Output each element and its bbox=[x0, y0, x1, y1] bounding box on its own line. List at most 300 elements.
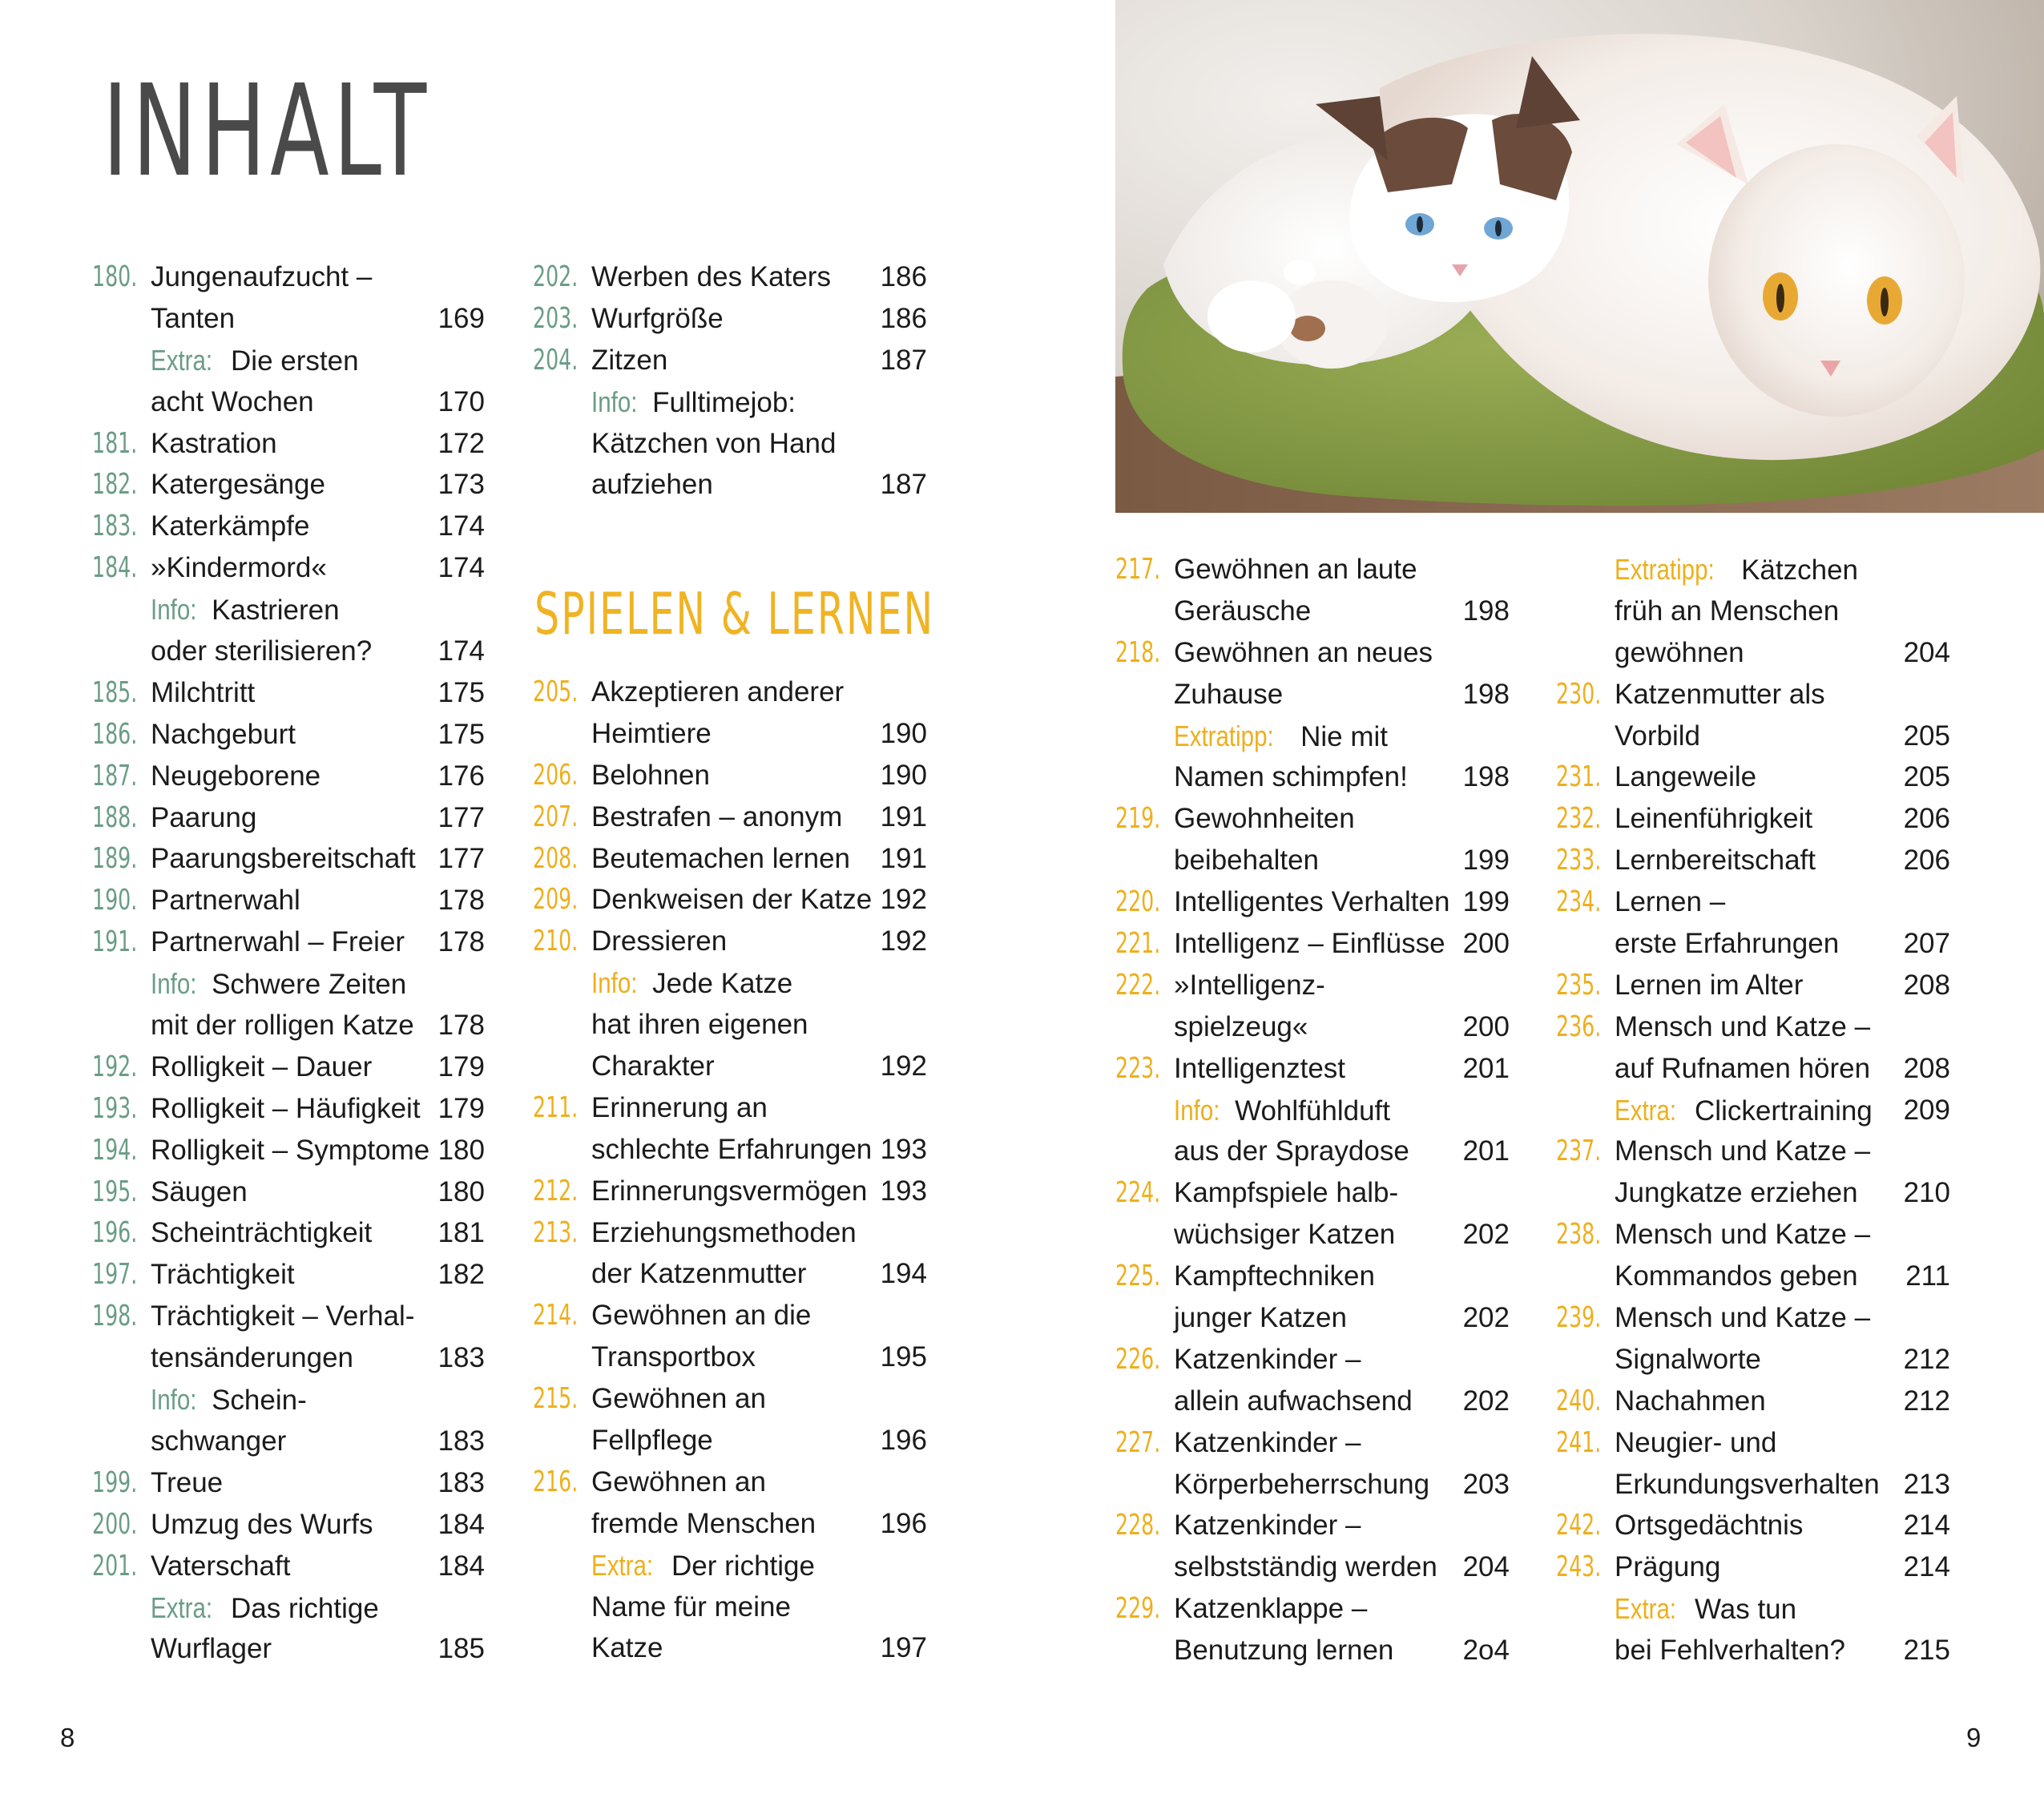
entry-text bbox=[151, 547, 327, 589]
entry-title: Kommandos geben bbox=[1615, 1260, 1858, 1292]
entry-number: 241. bbox=[1556, 1425, 1602, 1459]
entry-number: 204. bbox=[533, 343, 579, 377]
entry-number: 195. bbox=[92, 1175, 138, 1208]
entry-text bbox=[1174, 1339, 1361, 1381]
entry-number: 181. bbox=[92, 426, 138, 460]
entry-page-number: 192 bbox=[880, 1050, 927, 1082]
entry-title: Vorbild bbox=[1615, 720, 1701, 752]
entry-title: Gewöhnen an laute bbox=[1174, 554, 1417, 585]
page-number-right: 9 bbox=[1966, 1723, 1982, 1752]
entry-text bbox=[591, 1212, 857, 1254]
entry-page-number: 191 bbox=[880, 800, 927, 832]
entry-title: Jungkatze erziehen bbox=[1615, 1177, 1858, 1209]
entry-text bbox=[1174, 1630, 1393, 1671]
entry-title: mit der rolligen Katze bbox=[151, 1010, 414, 1042]
entry-page-number: 176 bbox=[437, 760, 485, 792]
entry-text bbox=[151, 1130, 429, 1171]
toc-entry bbox=[92, 464, 485, 506]
entry-title: Intelligenztest bbox=[1174, 1052, 1346, 1084]
entry-label: Extratipp: bbox=[1174, 719, 1274, 752]
entry-title: fremde Menschen bbox=[591, 1507, 816, 1539]
entry-text bbox=[591, 1545, 815, 1587]
entry-number: 224. bbox=[1115, 1176, 1161, 1210]
entry-text bbox=[1615, 1505, 1803, 1546]
entry-text bbox=[151, 423, 277, 465]
entry-page-number: 177 bbox=[437, 843, 485, 875]
toc-entry bbox=[1115, 923, 1510, 965]
entry-label: Extra: bbox=[591, 1548, 654, 1582]
entry-text bbox=[151, 797, 256, 839]
toc-column-1 bbox=[92, 256, 485, 1670]
toc-entry bbox=[92, 381, 485, 423]
entry-title: junger Katzen bbox=[1174, 1302, 1347, 1334]
entry-title: »Intelligenz- bbox=[1174, 969, 1325, 1001]
toc-entry bbox=[1115, 1505, 1510, 1546]
toc-entry bbox=[92, 1005, 485, 1046]
entry-title: Denkweisen der Katze bbox=[591, 884, 873, 916]
entry-page-number: 214 bbox=[1903, 1510, 1950, 1542]
entry-text bbox=[1615, 840, 1816, 881]
entry-number: 185. bbox=[92, 675, 138, 709]
toc-entry bbox=[1115, 716, 1510, 757]
entry-text bbox=[151, 256, 372, 298]
entry-number: 211. bbox=[533, 1090, 579, 1124]
toc-entry bbox=[1115, 1546, 1510, 1588]
entry-title: Erkundungsverhalten bbox=[1615, 1468, 1880, 1500]
entry-page-number: 172 bbox=[437, 427, 485, 459]
entry-number: 187. bbox=[92, 759, 138, 792]
entry-title: Neugier- und bbox=[1615, 1426, 1777, 1458]
entry-title: Paarung bbox=[151, 801, 257, 833]
entry-title: Charakter bbox=[591, 1050, 715, 1082]
toc-entry bbox=[1115, 798, 1510, 840]
entry-text bbox=[591, 298, 724, 340]
entry-label: Info: bbox=[591, 966, 638, 1000]
toc-entry bbox=[1115, 1630, 1510, 1671]
entry-text bbox=[151, 714, 296, 756]
entry-title: Gewöhnen an die bbox=[591, 1300, 812, 1332]
toc-entry bbox=[1556, 965, 1950, 1006]
entry-number: 234. bbox=[1556, 885, 1602, 919]
entry-page-number: 184 bbox=[437, 1550, 485, 1582]
entry-number: 183. bbox=[92, 510, 138, 543]
entry-page-number: 174 bbox=[437, 552, 485, 584]
entry-text bbox=[1174, 965, 1325, 1006]
toc-entry bbox=[533, 838, 927, 880]
entry-text bbox=[1174, 881, 1449, 923]
entry-title: Katzenkinder – bbox=[1174, 1426, 1361, 1458]
toc-entry bbox=[1115, 549, 1510, 591]
entry-text bbox=[1174, 923, 1445, 965]
entry-title: Wurfgröße bbox=[591, 302, 724, 334]
entry-page-number: 204 bbox=[1903, 636, 1950, 668]
toc-entry bbox=[1556, 1630, 1950, 1671]
entry-page-number: 182 bbox=[437, 1259, 485, 1291]
entry-text bbox=[151, 1379, 307, 1421]
entry-title: Das richtige bbox=[231, 1592, 379, 1624]
entry-title: Kastrieren bbox=[212, 595, 340, 627]
entry-text bbox=[1174, 549, 1417, 591]
entry-number: 194. bbox=[92, 1133, 138, 1167]
entry-text bbox=[1615, 1422, 1776, 1464]
toc-entry bbox=[92, 547, 485, 589]
toc-entry bbox=[92, 1337, 485, 1379]
entry-text bbox=[591, 1586, 791, 1628]
entry-text bbox=[591, 1461, 766, 1503]
entry-number: 219. bbox=[1115, 802, 1161, 836]
entry-number: 220. bbox=[1115, 885, 1161, 919]
entry-page-number: 183 bbox=[437, 1466, 485, 1498]
toc-entry bbox=[533, 256, 927, 298]
entry-label: Info: bbox=[151, 593, 197, 627]
entry-number: 227. bbox=[1115, 1425, 1161, 1459]
entry-title: Katze bbox=[591, 1632, 663, 1664]
entry-number: 190. bbox=[92, 884, 138, 917]
entry-title: Beutemachen lernen bbox=[591, 842, 850, 874]
toc-entry bbox=[1115, 632, 1510, 674]
entry-title: Gewöhnen an bbox=[591, 1383, 766, 1415]
entry-text bbox=[151, 298, 235, 340]
toc-entry bbox=[1556, 591, 1950, 632]
entry-text bbox=[1615, 1048, 1870, 1090]
toc-entry bbox=[1115, 965, 1510, 1006]
entry-label: Extra: bbox=[151, 1590, 213, 1624]
entry-title: Schein- bbox=[212, 1385, 307, 1417]
toc-entry bbox=[92, 714, 485, 756]
entry-text bbox=[151, 506, 309, 547]
toc-entry bbox=[1556, 1381, 1950, 1422]
toc-column-2-bottom bbox=[533, 671, 927, 1669]
toc-entry bbox=[1556, 674, 1950, 716]
entry-title: Kätzchen von Hand bbox=[591, 427, 837, 459]
entry-page-number: 200 bbox=[1462, 928, 1510, 960]
entry-title: Körperbeherrschung bbox=[1174, 1468, 1430, 1500]
entry-page-number: 173 bbox=[437, 469, 485, 501]
toc-entry bbox=[533, 1295, 927, 1336]
toc-entry bbox=[92, 1628, 485, 1670]
toc-entry bbox=[92, 838, 485, 880]
toc-entry bbox=[533, 340, 927, 381]
entry-text bbox=[1615, 1131, 1870, 1172]
entry-text bbox=[151, 921, 405, 963]
entry-text bbox=[1174, 1546, 1437, 1588]
entry-text bbox=[1615, 632, 1744, 674]
entry-number: 218. bbox=[1115, 635, 1161, 669]
toc-entry bbox=[1556, 881, 1950, 923]
entry-page-number: 178 bbox=[437, 926, 485, 958]
entry-number: 212. bbox=[533, 1174, 579, 1207]
entry-page-number: 215 bbox=[1903, 1635, 1950, 1667]
entry-title: Prägung bbox=[1615, 1551, 1721, 1583]
toc-entry bbox=[1115, 674, 1510, 716]
entry-title: Nachgeburt bbox=[151, 718, 296, 750]
entry-text bbox=[591, 1503, 816, 1545]
toc-entry bbox=[533, 755, 927, 796]
entry-label: Extra: bbox=[151, 343, 213, 377]
entry-title: Intelligentes Verhalten bbox=[1174, 886, 1450, 918]
entry-title: Fulltimejob: bbox=[652, 386, 796, 418]
entry-text bbox=[151, 1254, 295, 1296]
toc-entry bbox=[1556, 1422, 1950, 1464]
toc-entry bbox=[1556, 1214, 1950, 1256]
entry-number: 200. bbox=[92, 1507, 138, 1541]
entry-title: Langeweile bbox=[1615, 761, 1757, 793]
entry-page-number: 185 bbox=[437, 1633, 485, 1665]
entry-page-number: 174 bbox=[437, 510, 485, 542]
toc-entry bbox=[1556, 840, 1950, 881]
entry-text bbox=[1615, 1546, 1720, 1588]
toc-entry bbox=[92, 423, 485, 465]
entry-page-number: 183 bbox=[437, 1425, 485, 1457]
entry-title: Trächtigkeit – Verhal- bbox=[151, 1300, 415, 1332]
entry-title: Mensch und Katze – bbox=[1615, 1135, 1871, 1167]
toc-entry bbox=[533, 1627, 927, 1669]
entry-title: Umzug des Wurfs bbox=[151, 1508, 373, 1540]
entry-page-number: 174 bbox=[437, 635, 485, 667]
entry-title: früh an Menschen bbox=[1615, 595, 1840, 627]
entry-title: Vaterschaft bbox=[151, 1550, 291, 1582]
toc-entry bbox=[92, 963, 485, 1005]
entry-title: Mensch und Katze – bbox=[1615, 1010, 1871, 1042]
entry-number: 184. bbox=[92, 551, 138, 585]
toc-column-2-top bbox=[533, 256, 927, 506]
toc-entry bbox=[1115, 1048, 1510, 1090]
toc-entry bbox=[1556, 1297, 1950, 1339]
entry-text bbox=[591, 423, 836, 465]
entry-number: 205. bbox=[533, 675, 579, 708]
entry-title: schwanger bbox=[151, 1425, 287, 1457]
toc-entry bbox=[92, 1546, 485, 1587]
entry-page-number: 199 bbox=[1462, 886, 1510, 918]
entry-number: 242. bbox=[1556, 1509, 1602, 1542]
entry-title: allein aufwachsend bbox=[1174, 1385, 1413, 1417]
toc-entry bbox=[533, 1046, 927, 1087]
entry-page-number: 179 bbox=[437, 1050, 485, 1082]
entry-page-number: 206 bbox=[1903, 845, 1950, 877]
entry-text bbox=[1174, 1505, 1361, 1546]
entry-title: tensänderungen bbox=[151, 1342, 353, 1374]
toc-entry bbox=[533, 921, 927, 962]
entry-page-number: 2o4 bbox=[1462, 1635, 1510, 1667]
toc-entry bbox=[533, 962, 927, 1004]
entry-title: Nachahmen bbox=[1615, 1385, 1766, 1417]
entry-title: Mensch und Katze – bbox=[1615, 1219, 1871, 1251]
entry-number: 193. bbox=[92, 1091, 138, 1125]
entry-number: 210. bbox=[533, 925, 579, 958]
entry-text bbox=[591, 1046, 715, 1087]
entry-number: 215. bbox=[533, 1382, 579, 1416]
toc-entry bbox=[92, 1171, 485, 1213]
entry-text bbox=[151, 631, 372, 672]
entry-title: Rolligkeit – Häufigkeit bbox=[151, 1092, 421, 1124]
toc-entry bbox=[1115, 1006, 1510, 1048]
entry-title: »Kindermord« bbox=[151, 552, 327, 584]
toc-entry bbox=[533, 1461, 927, 1503]
entry-title: Lernen im Alter bbox=[1615, 969, 1804, 1001]
entry-title: bei Fehlverhalten? bbox=[1615, 1635, 1845, 1667]
entry-text bbox=[1615, 1588, 1796, 1631]
entry-page-number: 192 bbox=[880, 925, 927, 957]
entry-title: Kampfspiele halb- bbox=[1174, 1177, 1399, 1209]
entry-title: Dressieren bbox=[591, 925, 728, 957]
entry-title: Rolligkeit – Dauer bbox=[151, 1050, 373, 1082]
entry-title: Leinenführigkeit bbox=[1615, 803, 1813, 835]
entry-title: Kastration bbox=[151, 427, 277, 459]
entry-number: 237. bbox=[1556, 1135, 1602, 1168]
entry-title: schlechte Erfahrungen bbox=[591, 1133, 873, 1165]
entry-title: Die ersten bbox=[231, 345, 359, 377]
toc-entry bbox=[533, 1420, 927, 1461]
entry-number: 186. bbox=[92, 717, 138, 751]
entry-title: Wurflager bbox=[151, 1633, 272, 1665]
entry-page-number: 195 bbox=[880, 1341, 927, 1373]
toc-entry bbox=[1115, 840, 1510, 881]
entry-page-number: 207 bbox=[1903, 928, 1950, 960]
page-number-left: 8 bbox=[60, 1723, 75, 1752]
entry-text bbox=[1615, 1172, 1858, 1214]
entry-number: 202. bbox=[533, 260, 579, 293]
toc-entry bbox=[533, 1503, 927, 1545]
entry-page-number: 196 bbox=[880, 1425, 927, 1457]
entry-page-number: 201 bbox=[1462, 1052, 1510, 1084]
entry-title: Wohlfühlduft bbox=[1235, 1095, 1390, 1127]
entry-text bbox=[1174, 1381, 1413, 1422]
toc-entry bbox=[533, 1087, 927, 1129]
entry-text bbox=[1615, 923, 1839, 965]
toc-entry bbox=[533, 1545, 927, 1586]
toc-entry bbox=[533, 879, 927, 921]
toc-entry bbox=[1556, 1131, 1950, 1172]
entry-number: 230. bbox=[1556, 677, 1602, 711]
entry-number: 223. bbox=[1115, 1051, 1161, 1085]
entry-text bbox=[591, 1253, 806, 1295]
entry-label: Info: bbox=[151, 967, 197, 1001]
entry-number: 236. bbox=[1556, 1010, 1602, 1043]
page-title: INHALT bbox=[103, 58, 431, 205]
entry-title: Säugen bbox=[151, 1175, 248, 1207]
entry-number: 189. bbox=[92, 842, 138, 876]
entry-text bbox=[1615, 1214, 1870, 1256]
entry-page-number: 193 bbox=[880, 1175, 927, 1207]
entry-title: Katerkämpfe bbox=[151, 510, 310, 542]
entry-page-number: 209 bbox=[1903, 1094, 1950, 1126]
entry-number: 229. bbox=[1115, 1592, 1161, 1626]
entry-title: Katzenklappe – bbox=[1174, 1593, 1368, 1625]
entry-title: Scheinträchtigkeit bbox=[151, 1217, 373, 1249]
entry-number: 182. bbox=[92, 468, 138, 502]
entry-text bbox=[1174, 1422, 1361, 1464]
entry-text bbox=[151, 838, 416, 880]
entry-title: Der richtige bbox=[671, 1550, 815, 1582]
entry-page-number: 208 bbox=[1903, 969, 1950, 1001]
entry-title: Mensch und Katze – bbox=[1615, 1302, 1871, 1334]
entry-title: Zuhause bbox=[1174, 678, 1284, 710]
toc-entry bbox=[92, 672, 485, 714]
toc-entry bbox=[533, 464, 927, 506]
toc-entry bbox=[533, 713, 927, 755]
entry-number: 197. bbox=[92, 1258, 138, 1292]
toc-entry bbox=[533, 1171, 927, 1212]
entry-text bbox=[151, 756, 321, 797]
toc-entry bbox=[1556, 798, 1950, 840]
entry-page-number: 203 bbox=[1462, 1468, 1510, 1500]
entry-title: Katzenkinder – bbox=[1174, 1510, 1361, 1542]
entry-title: Katergesänge bbox=[151, 469, 325, 501]
entry-text bbox=[1615, 1630, 1845, 1671]
entry-page-number: 186 bbox=[880, 261, 927, 292]
entry-text bbox=[151, 1296, 414, 1337]
entry-text bbox=[1174, 1297, 1347, 1339]
entry-text bbox=[1174, 756, 1408, 798]
entry-title: Benutzung lernen bbox=[1174, 1635, 1394, 1667]
entry-number: 214. bbox=[533, 1299, 579, 1332]
toc-entry bbox=[1115, 591, 1510, 632]
entry-title: Gewöhnen an bbox=[591, 1465, 766, 1498]
toc-entry bbox=[533, 1378, 927, 1420]
entry-page-number: 193 bbox=[880, 1133, 927, 1165]
entry-page-number: 198 bbox=[1462, 678, 1510, 710]
entry-number: 231. bbox=[1556, 760, 1602, 794]
toc-entry bbox=[1556, 549, 1950, 591]
entry-text bbox=[1615, 716, 1700, 757]
entry-title: Ortsgedächtnis bbox=[1615, 1510, 1804, 1542]
entry-text bbox=[1174, 632, 1433, 674]
entry-number: 235. bbox=[1556, 968, 1602, 1002]
entry-number: 238. bbox=[1556, 1218, 1602, 1252]
entry-number: 208. bbox=[533, 841, 579, 875]
toc-entry bbox=[92, 797, 485, 839]
entry-title: hat ihren eigenen bbox=[591, 1009, 808, 1041]
entry-text bbox=[1615, 591, 1839, 632]
toc-entry bbox=[1556, 1172, 1950, 1214]
entry-title: Zitzen bbox=[591, 344, 668, 376]
entry-text bbox=[151, 1088, 421, 1130]
entry-title: Jede Katze bbox=[652, 968, 793, 1000]
entry-title: Katzenkinder – bbox=[1174, 1343, 1361, 1375]
entry-page-number: 190 bbox=[880, 759, 927, 791]
entry-page-number: 187 bbox=[880, 344, 927, 376]
entry-number: 191. bbox=[92, 925, 138, 959]
entry-page-number: 204 bbox=[1462, 1551, 1510, 1583]
entry-page-number: 192 bbox=[880, 884, 927, 916]
entry-page-number: 202 bbox=[1462, 1385, 1510, 1417]
entry-title: Werben des Katers bbox=[591, 261, 831, 292]
entry-text bbox=[151, 1504, 373, 1546]
toc-entry bbox=[1556, 1505, 1950, 1546]
entry-text bbox=[1174, 1048, 1345, 1090]
entry-number: 233. bbox=[1556, 844, 1602, 877]
entry-text bbox=[1174, 1256, 1375, 1297]
toc-entry bbox=[92, 1504, 485, 1546]
entry-page-number: 198 bbox=[1462, 761, 1510, 793]
entry-page-number: 198 bbox=[1462, 595, 1510, 627]
toc-entry bbox=[1115, 1131, 1510, 1172]
entry-number: 206. bbox=[533, 758, 579, 792]
entry-title: beibehalten bbox=[1174, 845, 1319, 877]
entry-text bbox=[591, 796, 842, 838]
entry-number: 228. bbox=[1115, 1509, 1161, 1542]
entry-title: Partnerwahl – Freier bbox=[151, 926, 405, 958]
entry-title: Gewöhnen an neues bbox=[1174, 636, 1433, 668]
entry-title: spielzeug« bbox=[1174, 1010, 1308, 1042]
toc-entry bbox=[1115, 1297, 1510, 1339]
entry-title: Rolligkeit – Symptome bbox=[151, 1134, 430, 1166]
entry-title: Erinnerung an bbox=[591, 1091, 768, 1123]
entry-number: 199. bbox=[92, 1465, 138, 1499]
entry-page-number: 184 bbox=[437, 1508, 485, 1540]
entry-text bbox=[151, 1628, 272, 1670]
entry-text bbox=[1615, 1381, 1766, 1422]
